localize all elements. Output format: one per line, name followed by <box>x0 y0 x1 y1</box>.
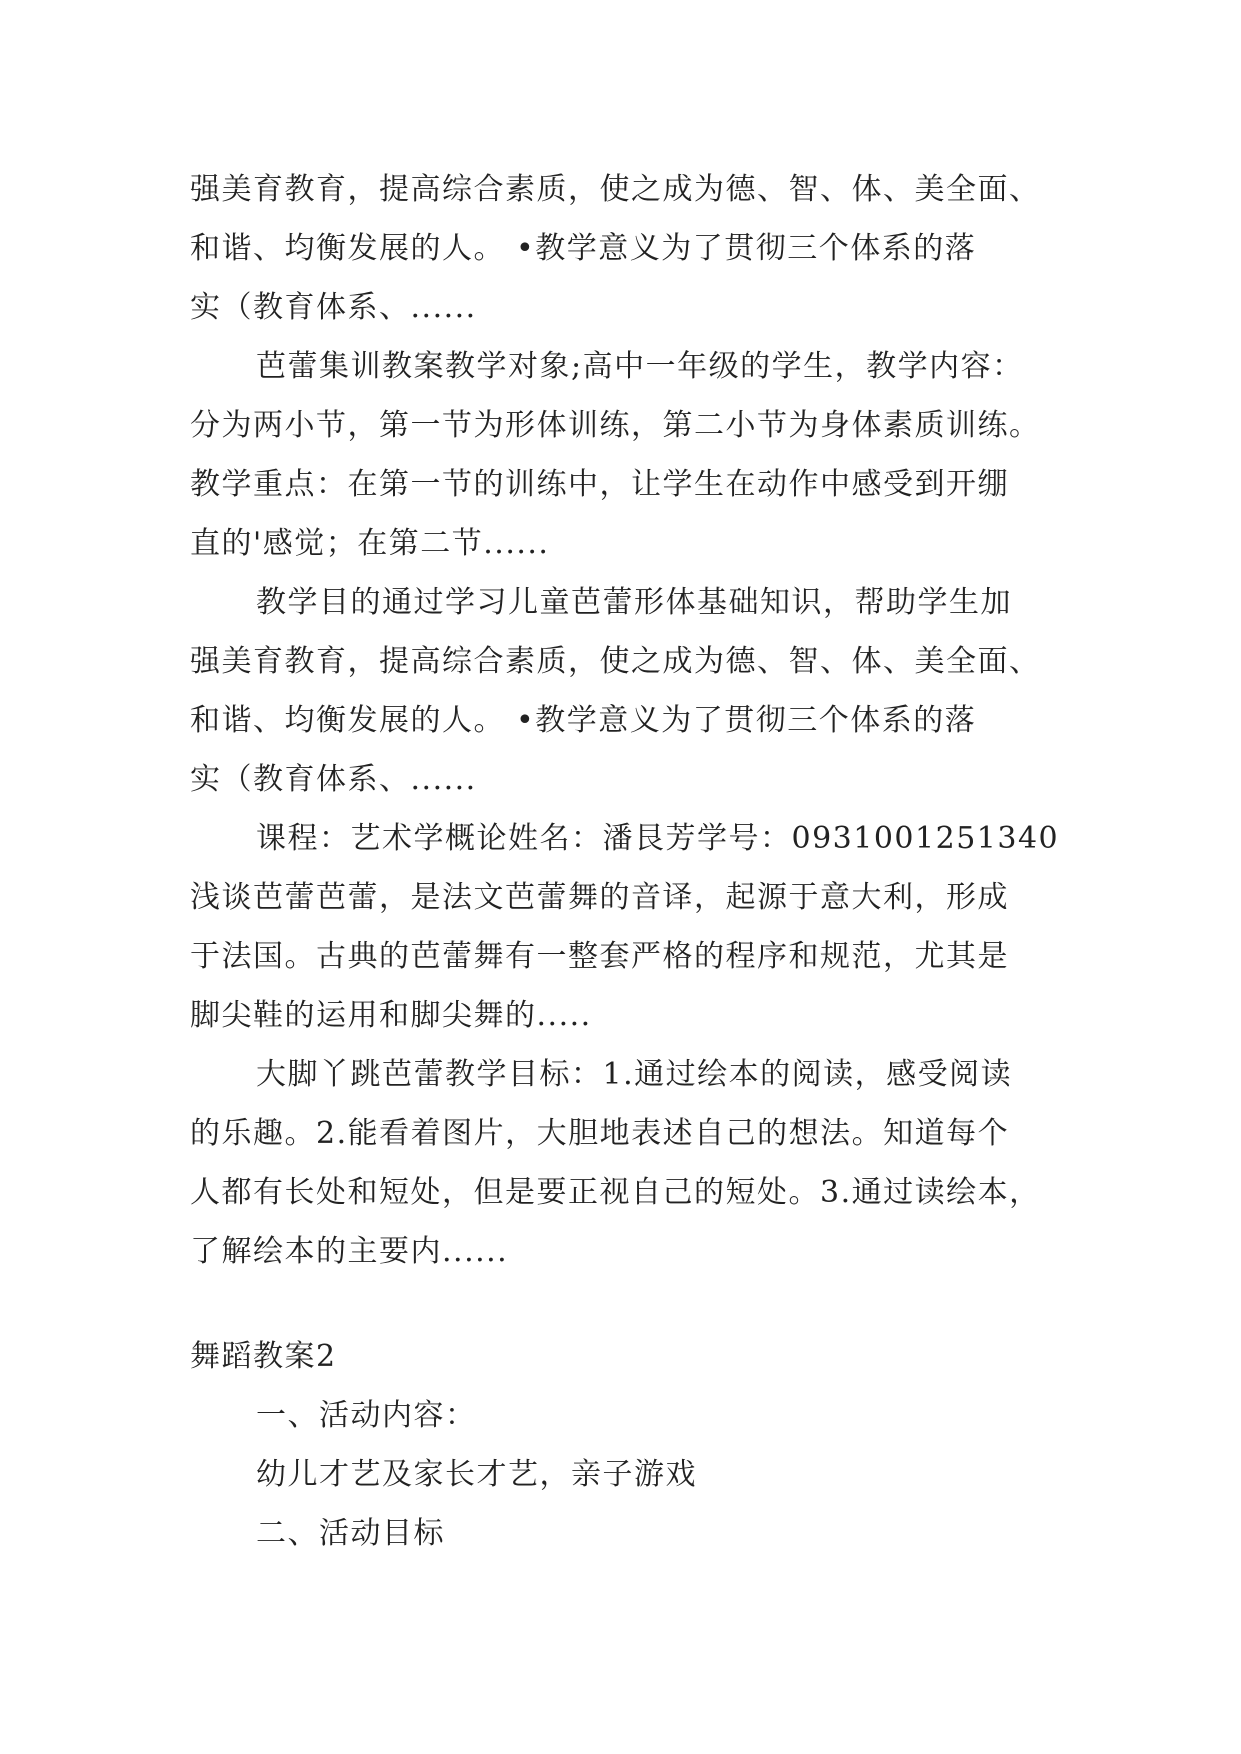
text-line: 强美育教育，提高综合素质，使之成为德、智、体、美全面、 <box>190 172 1041 207</box>
text-line: 人都有长处和短处，但是要正视自己的短处。3.通过读绘本， <box>190 1175 1041 1210</box>
text-line: 课程：艺术学概论姓名：潘艮芳学号：0931001251340 <box>256 821 1060 856</box>
text-line: 浅谈芭蕾芭蕾，是法文芭蕾舞的音译，起源于意大利，形成 <box>190 880 1009 915</box>
text-line: 和谐、均衡发展的人。 •教学意义为了贯彻三个体系的落 <box>190 703 977 738</box>
text-column <box>190 160 1065 1563</box>
section-dance-plan-2 <box>190 1327 1065 1563</box>
text-line: 大脚丫跳芭蕾教学目标：1.通过绘本的阅读，感受阅读 <box>256 1057 1013 1092</box>
paragraph-4 <box>190 809 1065 1045</box>
text-line: 强美育教育，提高综合素质，使之成为德、智、体、美全面、 <box>190 644 1041 679</box>
section-spacer <box>190 1281 1065 1327</box>
text-line: 教学重点：在第一节的训练中，让学生在动作中感受到开绷 <box>190 467 1009 502</box>
text-line: 了解绘本的主要内...... <box>190 1234 509 1269</box>
text-line: 和谐、均衡发展的人。 •教学意义为了贯彻三个体系的落 <box>190 231 977 266</box>
text-line: 教学目的通过学习儿童芭蕾形体基础知识，帮助学生加 <box>256 585 1012 620</box>
paragraph-1 <box>190 160 1065 337</box>
text-line: 芭蕾集训教案教学对象;高中一年级的学生，教学内容： <box>256 349 1024 384</box>
text-line: 二、活动目标 <box>256 1516 445 1551</box>
paragraph-3 <box>190 573 1065 809</box>
text-line: 幼儿才艺及家长才艺，亲子游戏 <box>256 1457 697 1492</box>
text-line: 分为两小节，第一节为形体训练，第二小节为身体素质训练。 <box>190 408 1041 443</box>
text-line: 脚尖鞋的运用和脚尖舞的..... <box>190 998 592 1033</box>
section-title: 舞蹈教案2 <box>190 1339 337 1374</box>
text-line: 实（教育体系、...... <box>190 762 477 797</box>
text-line: 实（教育体系、...... <box>190 290 477 325</box>
text-line: 的乐趣。2.能看着图片，大胆地表述自己的想法。知道每个 <box>190 1116 1010 1151</box>
text-line: 一、活动内容： <box>256 1398 477 1433</box>
text-line: 于法国。古典的芭蕾舞有一整套严格的程序和规范，尤其是 <box>190 939 1009 974</box>
paragraph-2 <box>190 337 1065 573</box>
paragraph-5 <box>190 1045 1065 1281</box>
text-line: 直的'感觉；在第二节...... <box>190 526 550 561</box>
